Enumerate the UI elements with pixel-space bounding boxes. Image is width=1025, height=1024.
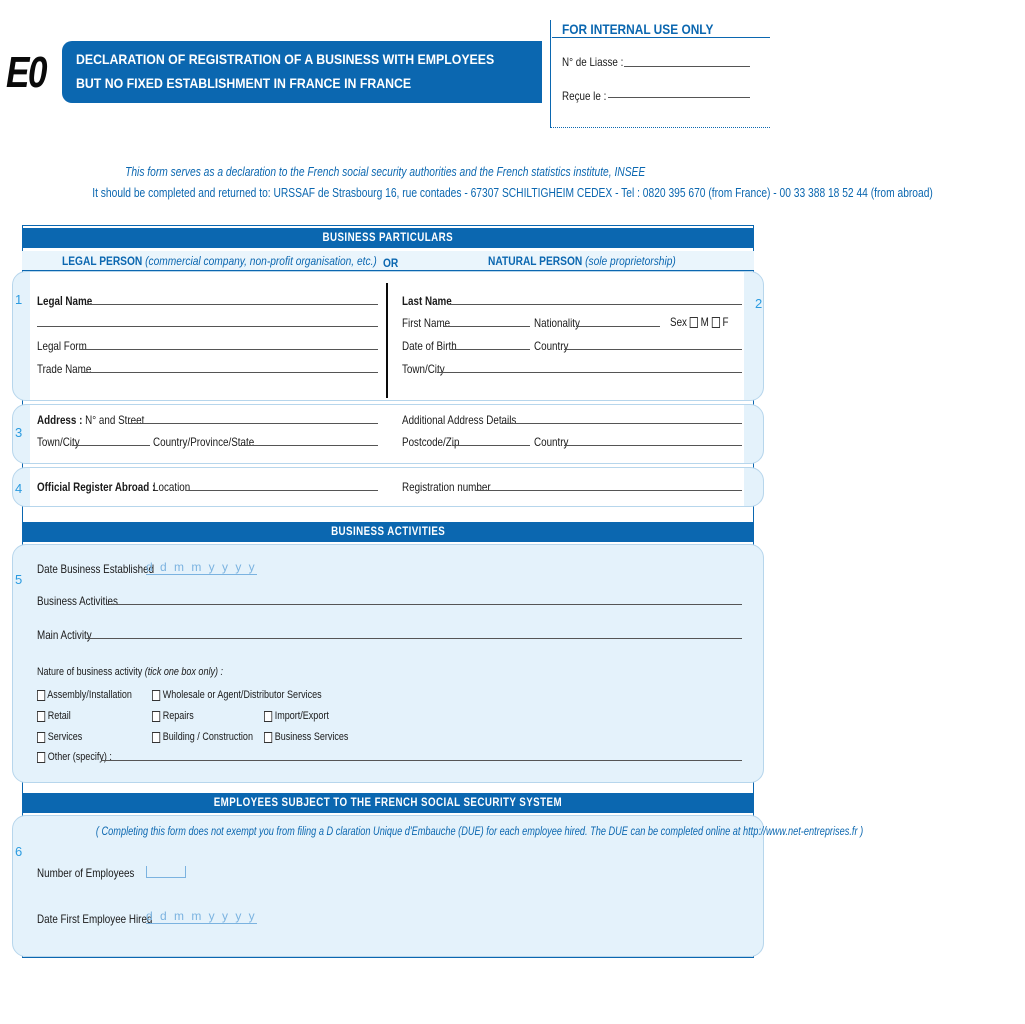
town-city-label-2: Town/City (37, 435, 80, 449)
legal-name-field-2[interactable] (37, 326, 378, 327)
last-name-field[interactable] (448, 304, 742, 305)
section-5-panel (12, 544, 764, 783)
main-activity-field[interactable] (86, 638, 742, 639)
recu-label: Reçue le : (562, 89, 607, 103)
retail-checkbox[interactable] (37, 711, 45, 722)
address-field[interactable] (128, 423, 378, 424)
other-specify-field[interactable] (102, 760, 742, 761)
legal-name-field[interactable] (86, 304, 378, 305)
number-employees-label: Number of Employees (37, 866, 135, 880)
option-assembly[interactable]: Assembly/Installation (37, 689, 132, 701)
option-import-export[interactable]: Import/Export (264, 710, 329, 722)
liasse-label: N° de Liasse : (562, 55, 624, 69)
registration-number-field[interactable] (476, 490, 742, 491)
section-2-number: 2 (755, 296, 763, 311)
main-activity-label: Main Activity (37, 628, 92, 642)
nationality-label: Nationality (534, 316, 580, 330)
trade-name-field[interactable] (82, 372, 378, 373)
date-first-hired-label: Date First Employee Hired (37, 912, 153, 926)
business-activities-header: BUSINESS ACTIVITIES (22, 522, 754, 542)
title-line2: BUT NO FIXED ESTABLISHMENT IN FRANCE IN FRANCE (76, 75, 412, 91)
country-label-2: Country (534, 435, 569, 449)
business-services-checkbox[interactable] (264, 732, 272, 743)
wholesale-checkbox[interactable] (152, 690, 160, 701)
other-checkbox[interactable] (37, 752, 45, 763)
trade-name-label: Trade Name (37, 362, 92, 376)
date-established-label: Date Business Established (37, 562, 155, 576)
nationality-field[interactable] (576, 326, 660, 327)
additional-address-label: Additional Address Details (402, 413, 517, 427)
additional-address-field[interactable] (500, 423, 742, 424)
option-repairs[interactable]: Repairs (152, 710, 194, 722)
intro-line1: This form serves as a declaration to the French social security authorities and the French statistics institute, INSEE (124, 165, 646, 179)
liasse-field[interactable] (624, 66, 750, 67)
employees-header: EMPLOYEES SUBJECT TO THE FRENCH SOCIAL SECURITY SYSTEM (22, 793, 754, 813)
option-building[interactable]: Building / Construction (152, 731, 253, 743)
town-city-field[interactable] (437, 372, 742, 373)
sex-f-checkbox[interactable] (712, 317, 720, 328)
repairs-checkbox[interactable] (152, 711, 160, 722)
section-6-number: 6 (15, 844, 23, 859)
registration-number-label: Registration number (402, 480, 491, 494)
option-retail[interactable]: Retail (37, 710, 71, 722)
recu-field[interactable] (608, 97, 750, 98)
address-label: Address : N° and Street (37, 413, 145, 427)
option-business-services[interactable]: Business Services (264, 731, 348, 743)
date-established-field[interactable]: d d m m y y y y (146, 560, 257, 574)
nature-label: Nature of business activity (tick one box only) : (37, 666, 223, 678)
option-services[interactable]: Services (37, 731, 82, 743)
sex-label: Sex M F (670, 315, 729, 329)
country-field-2[interactable] (564, 445, 742, 446)
first-name-label: First Name (402, 316, 451, 330)
legal-form-field[interactable] (80, 349, 378, 350)
title-line1: DECLARATION OF REGISTRATION OF A BUSINESS WITH EMPLOYEES (76, 51, 495, 67)
country-label: Country (534, 339, 569, 353)
building-checkbox[interactable] (152, 732, 160, 743)
legal-person-heading: LEGAL PERSON (commercial company, non-profit organisation, etc.) (62, 254, 377, 268)
internal-use-rule (552, 37, 770, 38)
sex-m-checkbox[interactable] (690, 317, 698, 328)
dob-label: Date of Birth (402, 339, 457, 353)
date-first-hired-field[interactable]: d d m m y y y y (146, 909, 257, 923)
form-title (76, 47, 494, 95)
business-activities-label: Business Activities (37, 594, 118, 608)
natural-person-heading: NATURAL PERSON (sole proprietorship) (488, 254, 676, 268)
section-4-number: 4 (15, 481, 23, 496)
postcode-field[interactable] (452, 445, 530, 446)
postcode-label: Postcode/Zip (402, 435, 460, 449)
or-label: OR (383, 256, 399, 270)
town-city-label: Town/City (402, 362, 445, 376)
town-city-field-2[interactable] (72, 445, 150, 446)
last-name-label: Last Name (402, 294, 452, 308)
country-province-field[interactable] (240, 445, 378, 446)
assembly-checkbox[interactable] (37, 690, 45, 701)
legal-name-label: Legal Name (37, 294, 93, 308)
business-particulars-header: BUSINESS PARTICULARS (22, 228, 754, 248)
section-5-number: 5 (15, 572, 23, 587)
option-wholesale[interactable]: Wholesale or Agent/Distributor Services (152, 689, 322, 701)
legal-natural-divider (386, 283, 388, 398)
form-code: E0 (6, 48, 46, 97)
country-province-label: Country/Province/State (153, 435, 255, 449)
section-1-number: 1 (15, 292, 23, 307)
number-employees-field[interactable] (146, 866, 186, 878)
intro-line2: It should be completed and returned to: URSSAF de Strasbourg 16, rue contades - 67307 SCHILTIGHEIM CEDEX - Tel : 0820 395 670 (from France) - 00 33 388 18 52 44 (from abroad) (92, 186, 933, 200)
first-name-field[interactable] (444, 326, 530, 327)
internal-use-title: FOR INTERNAL USE ONLY (562, 21, 714, 37)
country-field[interactable] (564, 349, 742, 350)
option-other[interactable]: Other (specify) : (37, 751, 112, 763)
services-checkbox[interactable] (37, 732, 45, 743)
due-note: ( Completing this form does not exempt you from filing a D claration Unique d'Embauche (DUE) for each employee hired. The DUE can be completed online at http://www.net-entreprises.fr ) (95, 826, 864, 838)
import-export-checkbox[interactable] (264, 711, 272, 722)
location-label: Location (153, 480, 191, 494)
official-register-label: Official Register Abroad : (37, 480, 156, 494)
legal-form-label: Legal Form (37, 339, 87, 353)
business-activities-field[interactable] (106, 604, 742, 605)
dob-field[interactable] (450, 349, 530, 350)
section-3-number: 3 (15, 425, 23, 440)
location-field[interactable] (186, 490, 378, 491)
